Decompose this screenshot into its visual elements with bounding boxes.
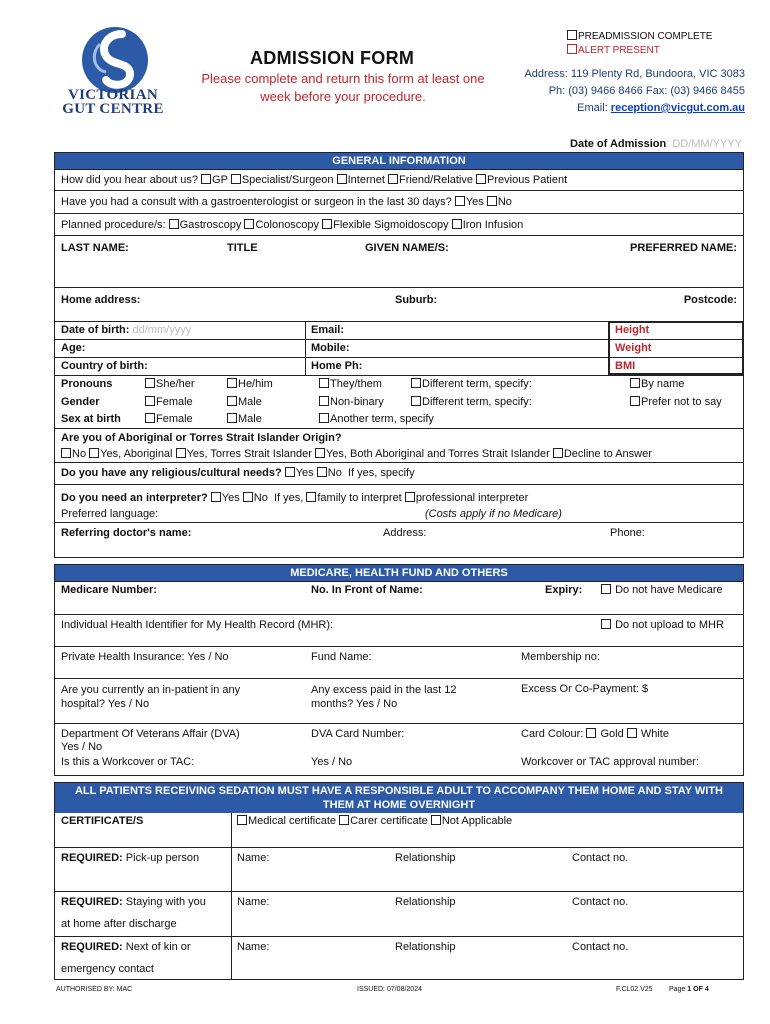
weight-field[interactable]: Weight [615,342,652,354]
clinic-contact: Address: 119 Plenty Rd, Bundoora, VIC 3083 Ph: (03) 9466 8466 Fax: (03) 9466 8455 Email: reception@vicgut.com.au [524,68,745,114]
home-phone-field[interactable]: Home Ph: [311,360,363,372]
pron-different-checkbox[interactable] [411,378,421,388]
proc-colonoscopy-checkbox[interactable] [244,219,254,229]
email-field[interactable]: Email: [311,324,345,336]
atsi-tsi-checkbox[interactable] [176,448,186,458]
interp-professional-checkbox[interactable] [405,492,415,502]
sedation-header: ALL PATIENTS RECEIVING SEDATION MUST HAVE A RESPONSIBLE ADULT TO ACCOMPANY THEM HOME AND STAY WITH THEM AT HOME OVERNIGHT [55,783,743,813]
issued-date: ISSUED: 07/08/2024 [357,986,422,993]
gender-female-checkbox[interactable] [145,396,155,406]
bmi-field[interactable]: BMI [615,360,636,372]
atsi-row: Are you of Aboriginal or Torres Strait Islander Origin? No Yes, Aboriginal Yes, Torres Strait Islander Yes, Both Aboriginal and Torres Strait Islander Decline to Answer [55,428,743,462]
sex-male-checkbox[interactable] [227,413,237,423]
proc-gastroscopy-checkbox[interactable] [169,219,179,229]
hear-about-row: How did you hear about us? GP Specialist/Surgeon Internet Friend/Relative Previous Patient [55,169,743,190]
dob-field[interactable]: Date of birth: dd/mm/yyyy [61,324,192,336]
interpreter-row: Do you need an interpreter? Yes No If yes, family to interpret professional interpreter Preferred language: (Costs apply if no Medicare) [55,484,743,522]
gender-male-checkbox[interactable] [227,396,237,406]
height-field[interactable]: Height [615,324,650,336]
address-row[interactable]: Home address: Suburb: Postcode: [55,287,743,321]
dva-row[interactable]: Department Of Veterans Affair (DVA) Yes / No DVA Card Number: Card Colour: Gold White [55,723,743,754]
pickup-person-row[interactable]: REQUIRED: Pick-up person Name: Relationship Contact no. [55,847,743,891]
preferred-language-field[interactable]: Preferred language: [61,508,159,520]
relig-yes-checkbox[interactable] [285,467,295,477]
general-header: GENERAL INFORMATION [55,153,743,169]
certificate-row: CERTIFICATE/S Medical certificate Carer certificate Not Applicable [61,815,513,827]
form-instruction: Please complete and return this form at least one week before your procedure. [201,71,485,104]
proc-iron-checkbox[interactable] [452,219,462,229]
gender-nonbinary-checkbox[interactable] [319,396,329,406]
alert-checkbox[interactable] [567,44,577,54]
hear-specialist-checkbox[interactable] [231,174,241,184]
referring-doctor-row[interactable]: Referring doctor's name: Address: Phone: [55,522,743,544]
sex-female-checkbox[interactable] [145,413,155,423]
gender-different-checkbox[interactable] [411,396,421,406]
email-link[interactable]: reception@vicgut.com.au [610,102,745,114]
cert-medical-checkbox[interactable] [237,815,247,825]
date-of-admission[interactable]: Date of Admission: DD/MM/YYYY [570,138,742,150]
preadmission-checkbox[interactable] [567,30,577,40]
no-medicare-checkbox[interactable] [601,584,611,594]
sex-another-checkbox[interactable] [319,413,329,423]
relig-no-checkbox[interactable] [317,467,327,477]
general-information-section [54,152,744,558]
name-row[interactable]: LAST NAME: TITLE GIVEN NAME/S: PREFERRED NAME: [55,235,743,287]
personal-details-block [55,321,743,375]
form-code: F.CL02.V25 [616,986,653,993]
staying-with-you-row[interactable]: REQUIRED: Staying with you at home after discharge Name: Relationship Contact no. [55,891,743,936]
mobile-field[interactable]: Mobile: [311,342,350,354]
gender-prefer-not-checkbox[interactable] [630,396,640,406]
interp-family-checkbox[interactable] [306,492,316,502]
country-field[interactable]: Country of birth: [61,360,148,372]
religious-row: Do you have any religious/cultural needs? Yes No If yes, specify [55,462,743,484]
pron-he-checkbox[interactable] [227,378,237,388]
hear-previous-checkbox[interactable] [476,174,486,184]
consult-yes-checkbox[interactable] [455,196,465,206]
pron-she-checkbox[interactable] [145,378,155,388]
card-white-checkbox[interactable] [627,728,637,738]
procedure-row: Planned procedure/s: Gastroscopy Colonoscopy Flexible Sigmoidoscopy Iron Infusion [55,213,743,235]
identity-block: Pronouns She/her He/him They/them Different term, specify: By name Gender Female Male Non-binary Different term, specify: Prefer not to say Sex at birth Female Male Another term, specify [55,375,743,428]
consult-row: Have you had a consult with a gastroenterologist or surgeon in the last 30 days? Yes No [55,190,743,213]
hear-friend-checkbox[interactable] [388,174,398,184]
atsi-no-checkbox[interactable] [61,448,71,458]
logo-wordmark: VICTORIAN GUT CENTRE [62,87,164,117]
medicare-section [54,564,744,776]
interp-yes-checkbox[interactable] [211,492,221,502]
next-of-kin-row[interactable]: REQUIRED: Next of kin or emergency contact Name: Relationship Contact no. [55,936,743,981]
pron-byname-checkbox[interactable] [630,378,640,388]
ihi-row[interactable]: Individual Health Identifier for My Health Record (MHR): Do not upload to MHR [55,614,743,646]
age-field[interactable]: Age: [61,342,86,354]
no-mhr-checkbox[interactable] [601,619,611,629]
medicare-header: MEDICARE, HEALTH FUND AND OTHERS [55,565,743,581]
authorised-by: AUTHORISED BY: MAC [56,986,133,993]
sedation-section [54,782,744,980]
atsi-decline-checkbox[interactable] [553,448,563,458]
page-title: ADMISSION FORM [250,48,415,68]
consult-no-checkbox[interactable] [487,196,497,206]
atsi-both-checkbox[interactable] [315,448,325,458]
costs-note: (Costs apply if no Medicare) [425,508,562,520]
proc-sigmoidoscopy-checkbox[interactable] [322,219,332,229]
hear-internet-checkbox[interactable] [337,174,347,184]
card-gold-checkbox[interactable] [586,728,596,738]
office-checkboxes: PREADMISSION COMPLETE ALERT PRESENT [567,30,712,58]
cert-na-checkbox[interactable] [431,815,441,825]
inpatient-row[interactable]: Are you currently an in-patient in any hospital? Yes / No Any excess paid in the last 12 months? Yes / No Excess Or Co-Payment: $ [55,678,743,723]
cert-carer-checkbox[interactable] [339,815,349,825]
medicare-number-row[interactable]: Medicare Number: No. In Front of Name: Expiry: Do not have Medicare [55,581,743,614]
atsi-aboriginal-checkbox[interactable] [89,448,99,458]
pron-they-checkbox[interactable] [319,378,329,388]
hear-gp-checkbox[interactable] [201,174,211,184]
health-insurance-row[interactable]: Private Health Insurance: Yes / No Fund Name: Membership no: [55,646,743,678]
interp-no-checkbox[interactable] [243,492,253,502]
page-number: Page 1 OF 4 [669,986,709,993]
workcover-row[interactable]: Is this a Workcover or TAC: Yes / No Workcover or TAC approval number: [61,756,699,768]
